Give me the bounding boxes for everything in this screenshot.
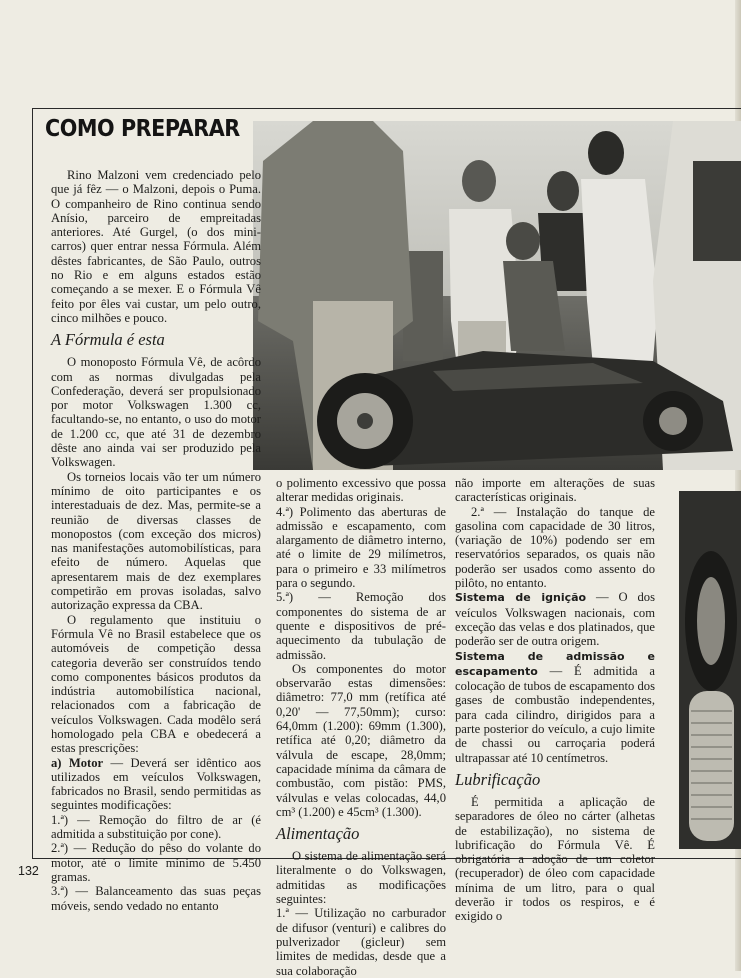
column-3	[455, 476, 655, 924]
formula-paragraph-3: O regulamento que instituiu o Fórmula Vê no Brasil estabelece que os automóveis de competição dessa categoria deverão ser construídos tendo como componentes básicos produtos da indústria automobilística nacional, relacionados com a fabricação de veículos Volkswagen. Cada modêlo será homologado pela CBA e obedecerá a estas prescrições:	[51, 612, 261, 756]
section-heading-lubrificacao: Lubrificação	[455, 769, 541, 789]
column-2	[276, 476, 446, 978]
motor-item-4: 4.ª) Polimento das aberturas de admissão e escapamento, com alargamento de diâmetro interno, até o limite de 29 milímetros, para o primeiro e 33 milímetros para o segundo.	[276, 504, 446, 591]
intro-paragraph: Rino Malzoni vem credenciado pelo que já fêz — o Malzoni, depois o Puma. O companheiro de Rino continua sendo Anísio, parceiro de empreitadas anteriores. Até Gurgel, (o dos mini-carros) quer entrar nessa Fórmula. Além dêstes fabricantes, de São Paulo, outros no Rio e em alguns estados estão começando a se mexer. E o Fórmula Vê feito por êles vai custar, um pelo outro, cinco milhões e pouco.	[51, 168, 261, 325]
motor-dimensions: Os componentes do motor observarão estas dimensões: diâmetro: 77,0 mm (retífica até 0,20' — 77,50mm); curso: 64,0mm (1.200): 69mm (1.300), retífica até 0,20; diâmetro da válvula de escape, 28,0mm; capacidade mínima da câmara de combustão, com pistão: PMS, válvulas e velas colocadas, 44,0 cm³ (1.200) e 45cm³ (1.300).	[276, 661, 446, 819]
alimentacao-item-1-continued: não importe em alterações de suas características originais.	[455, 476, 655, 505]
race-paddock-photo	[253, 121, 741, 470]
motor-item-3: 3.ª) — Balanceamento das suas peças móveis, sendo vedado no entanto	[51, 884, 261, 913]
admissao-text: — É admitida a colocação de tubos de escapamento dos gases de combustão independentes, para cada cilindro, dirigidos para a parte posterior do veículo, a cujo limite de chassi ou carroçaria poderá ultrapassar até 10 centímetros.	[455, 663, 655, 765]
ignicao-paragraph	[455, 590, 655, 648]
motor-item-5: 5.ª) — Remoção dos componentes do sistema de ar quente e dispositivos de pré-aquecimento da tubulação de admissão.	[276, 590, 446, 662]
alimentacao-item-1: 1.ª — Utilização no carburador de difusor (venturi) e calibres do pulverizador (gicleur) sem limites de medidas, desde que a sua colaboração	[276, 906, 446, 978]
tire-photo	[679, 491, 741, 849]
alimentacao-item-2: 2.ª — Instalação do tanque de gasolina com capacidade de 30 litros, (variação de 10%) podendo ser em reservatórios separados, os quais não poderão ser usados como assento do pilôto, no entanto.	[455, 504, 655, 591]
motor-label: a) Motor	[51, 755, 104, 770]
motor-item-1: 1.ª) — Remoção do filtro de ar (é admitida a substituição por cone).	[51, 812, 261, 842]
admissao-paragraph	[455, 649, 655, 765]
column-1	[51, 168, 261, 913]
formula-paragraph-1: O monoposto Fórmula Vê, de acôrdo com as normas divulgadas pela Confederação, deverá ser propulsionado por motor Volkswagen 1.300 cc, facultando-se, no entanto, o uso do motor de 1.200 cc, que até 31 de dezembro dêste ano ainda vai ser produzido pela Volkswagen.	[51, 355, 261, 470]
section-heading-formula: A Fórmula é esta	[51, 330, 165, 350]
motor-item-2: 2.ª) — Redução do pêso do volante do motor, até o limite mínimo de 5.450 gramas.	[51, 841, 261, 884]
motor-paragraph	[51, 756, 261, 813]
section-heading-alimentacao: Alimentação	[276, 824, 360, 844]
motor-item-3-continued: o polimento excessivo que possa alterar medidas originais.	[276, 476, 446, 505]
alimentacao-paragraph: O sistema de alimentação será literalmente o do Volkswagen, admitidas as modificações seguintes:	[276, 849, 446, 907]
ignicao-text: — O dos veículos Volkswagen nacionais, com exceção das velas e dos platinados, que poderão ser de outra origem.	[455, 590, 655, 649]
ignicao-label: Sistema de ignição	[455, 591, 587, 605]
formula-paragraph-2: Os torneios locais vão ter um número mínimo de oito participantes e os interestaduais de dez. Mas, permite-se a reunião de diversas classes de monopostos (com exceção dos micros) nas manifestações automobilísticas, para efeito de número. Aquelas que apresentarem mais de dez exemplares competirão em provas isoladas, salvo autorização expressa da CBA.	[51, 469, 261, 613]
motor-text: — Deverá ser idêntico aos utilizados em veículos Volkswagen, fabricados no Brasil, sendo permitidas as seguintes modificações:	[51, 755, 262, 813]
admissao-label: Sistema de admissão e escapamento	[455, 649, 655, 678]
lubrificacao-paragraph: É permitida a aplicação de separadores de óleo no cárter (alhetas de estabilização), no sistema de lubrificação do Fórmula Vê. É obrigatória a adoção de um coletor (recuperador) de óleo com capacidade mínima de um litro, para o qual deverão ir todos os respiros, e é exigido o	[455, 794, 655, 924]
article-title: COMO PREPARAR	[45, 116, 240, 142]
page-number: 132	[18, 864, 39, 878]
